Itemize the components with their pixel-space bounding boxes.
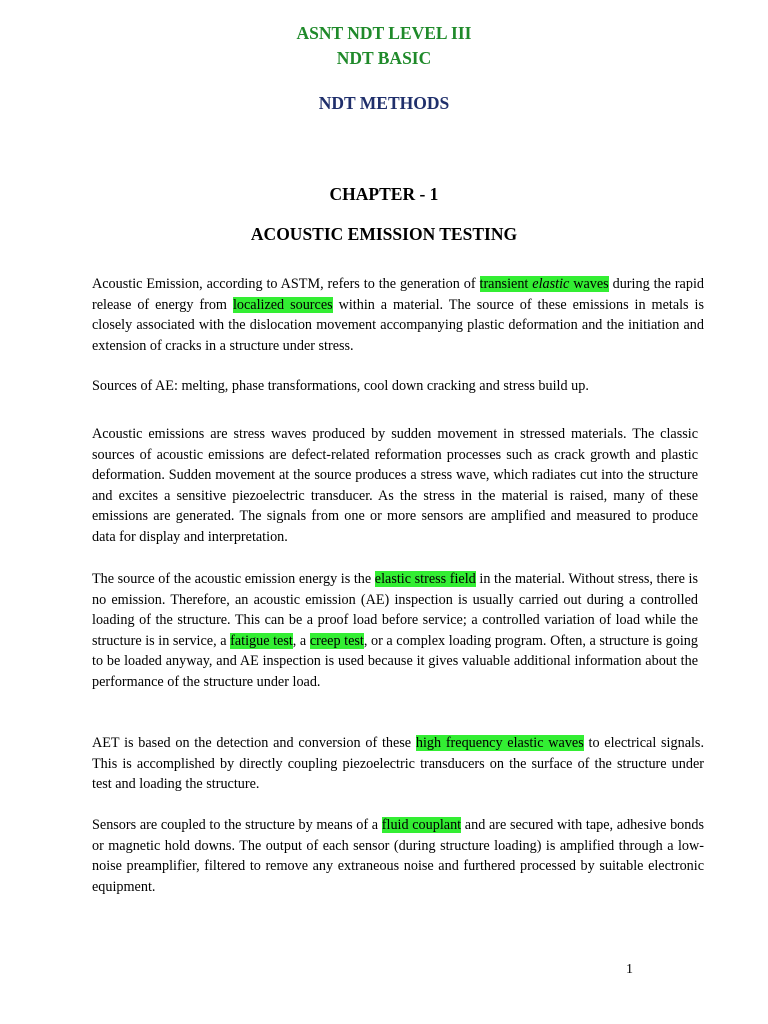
text-run: Sensors are coupled to the structure by means of a [92,817,382,833]
text-run: in the material. Without stress, there is no emission. Therefore, an acoustic emission (AE) inspection is usually carried out during a controlled loading of the structure. This can be a proof load before service; a controlled variation of load while the structure is in service, a [92,571,698,649]
text-run: within a material. The source of these emissions in metals is closely associated with the dislocation movement accompanying plastic deformation and the initiation and extension of cracks in a structure under stress. [92,296,704,354]
text-run: to electrical signals. This is accomplished by directly coupling piezoelectric transducers on the surface of the structure under test and loading the structure. [92,735,704,792]
highlight-creep-test: creep test [309,632,364,649]
highlight-fluid-couplant: fluid couplant [381,817,462,833]
paragraph-ae-sources: Sources of AE: melting, phase transformations, cool down cracking and stress build up. [92,378,589,394]
text-run: and are secured with tape, adhesive bonds or magnetic hold downs. The output of each sensor (during structure loading) is amplified through a low-noise preamplifier, filtered to remove any extraneous noise and furthered processed by suitable electronic equipment. [92,817,704,895]
paragraph-sensor-coupling [92,815,704,897]
chapter-title: ACOUSTIC EMISSION TESTING [250,224,518,244]
text-run: waves [569,276,609,292]
highlight-localized-sources: localized sources [232,296,333,313]
text-run: , a [292,632,310,649]
paragraph-ae-definition [92,274,704,356]
highlight-transient-elastic-waves [480,276,609,292]
text-run: , or a complex loading program. Often, a structure is going to be loaded anyway, and AE inspection is used because it gives valuable additional information about the performance of the structure under load. [92,632,698,690]
highlight-high-frequency-elastic-waves: high frequency elastic waves [415,735,584,751]
italic-term: elastic [532,276,570,292]
highlight-fatigue-test: fatigue test [230,632,293,649]
highlight-elastic-stress-field: elastic stress field [374,571,476,587]
text-run: AET is based on the detection and conversion of these [92,735,416,751]
text-run: transient [479,276,533,292]
text-run: The source of the acoustic emission energy is the [92,571,375,587]
header-line-2: NDT BASIC [336,48,432,68]
text-run: Acoustic Emission, according to ASTM, refers to the generation of [92,276,480,292]
header-line-1: ASNT NDT LEVEL III [296,23,472,43]
text-run: during the rapid release of energy from [92,276,704,313]
paragraph-stress-waves: Acoustic emissions are stress waves produced by sudden movement in stressed materials. The classic sources of acoustic emissions are defect-related reformation processes such as crack growth and plastic deformation. Sudden movement at the source produces a stress wave, which radiates cut into the structure and excites a sensitive piezoelectric transducer. As the stress in the material is raised, many of these emissions are generated. The signals from one or more sensors are amplified and measured to produce data for display and interpretation. [92,426,698,545]
page-number: 1 [626,962,633,977]
paragraph-aet-basis [92,733,704,795]
header-line-3: NDT METHODS [318,93,450,113]
paragraph-energy-source [92,569,698,692]
chapter-number: CHAPTER - 1 [329,184,439,204]
